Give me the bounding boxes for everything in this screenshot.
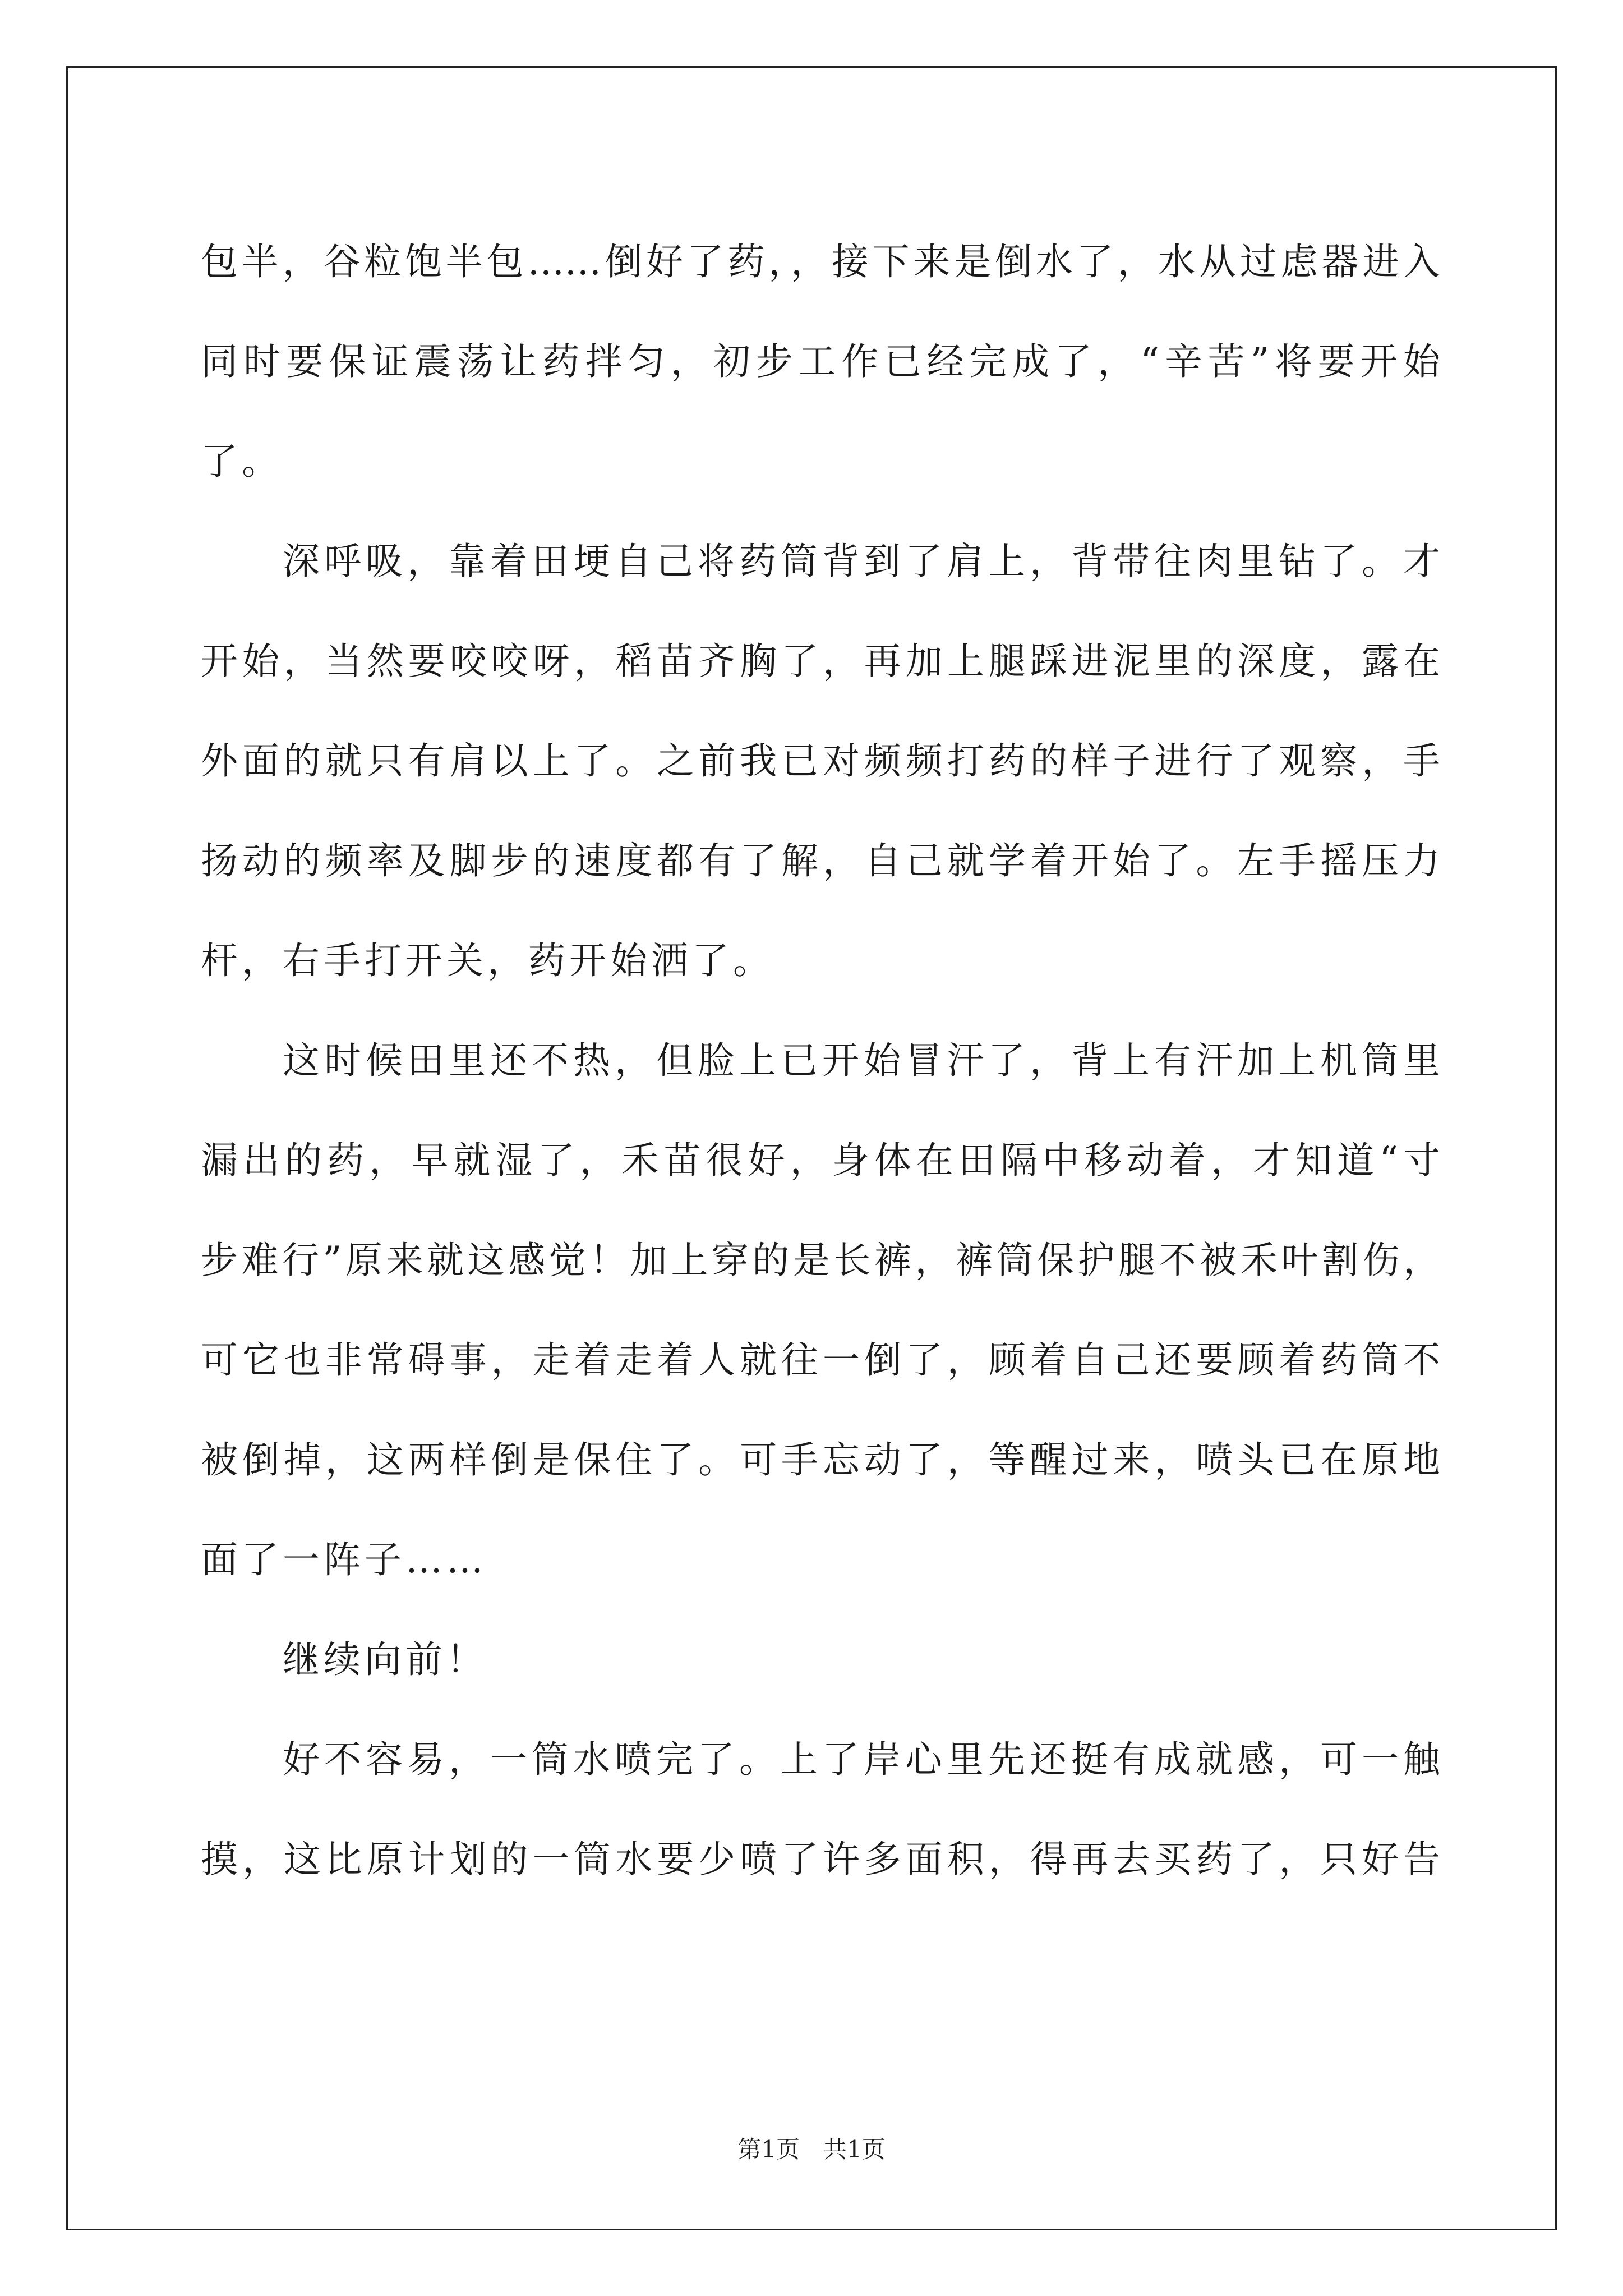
text-line: 开始，当然要咬咬呀，稻苗齐胸了，再加上腿踩进泥里的深度，露在 (201, 639, 1440, 683)
text-line: 好不容易，一筒水喷完了。上了岸心里先还挺有成就感，可一触 (283, 1738, 1440, 1781)
text-line: 面了一阵子…… (201, 1538, 487, 1581)
text-line: 外面的就只有肩以上了。之前我已对频频打药的样子进行了观察，手 (201, 739, 1440, 783)
text-line: 扬动的频率及脚步的速度都有了解，自己就学着开始了。左手摇压力 (201, 839, 1440, 882)
text-line: 可它也非常碍事，走着走着人就往一倒了，顾着自己还要顾着药筒不 (201, 1338, 1440, 1382)
text-line: 摸，这比原计划的一筒水要少喷了许多面积，得再去买药了，只好告 (201, 1838, 1440, 1881)
page-footer: 第1页 共1页 (737, 2136, 886, 2163)
text-line: 深呼吸，靠着田埂自己将药筒背到了肩上，背带往肉里钻了。才 (283, 540, 1440, 583)
text-line: 继续向前！ (283, 1638, 487, 1681)
text-line: 这时候田里还不热，但脸上已开始冒汗了，背上有汗加上机筒里 (283, 1039, 1440, 1082)
text-line: 同时要保证震荡让药拌匀，初步工作已经完成了，“辛苦”将要开始 (201, 340, 1440, 383)
text-line: 步难行”原来就这感觉！加上穿的是长裤，裤筒保护腿不被禾叶割伤， (201, 1239, 1440, 1282)
text-line: 漏出的药，早就湿了，禾苗很好，身体在田隔中移动着，才知道“寸 (201, 1139, 1440, 1182)
document-body (201, 212, 1440, 1910)
text-line: 了。 (201, 440, 283, 483)
text-line: 杆，右手打开关，药开始洒了。 (201, 939, 774, 982)
text-line: 包半，谷粒饱半包……倒好了药，，接下来是倒水了，水从过虑器进入 (201, 240, 1440, 283)
text-line: 被倒掉，这两样倒是保住了。可手忘动了，等醒过来，喷头已在原地 (201, 1438, 1440, 1481)
